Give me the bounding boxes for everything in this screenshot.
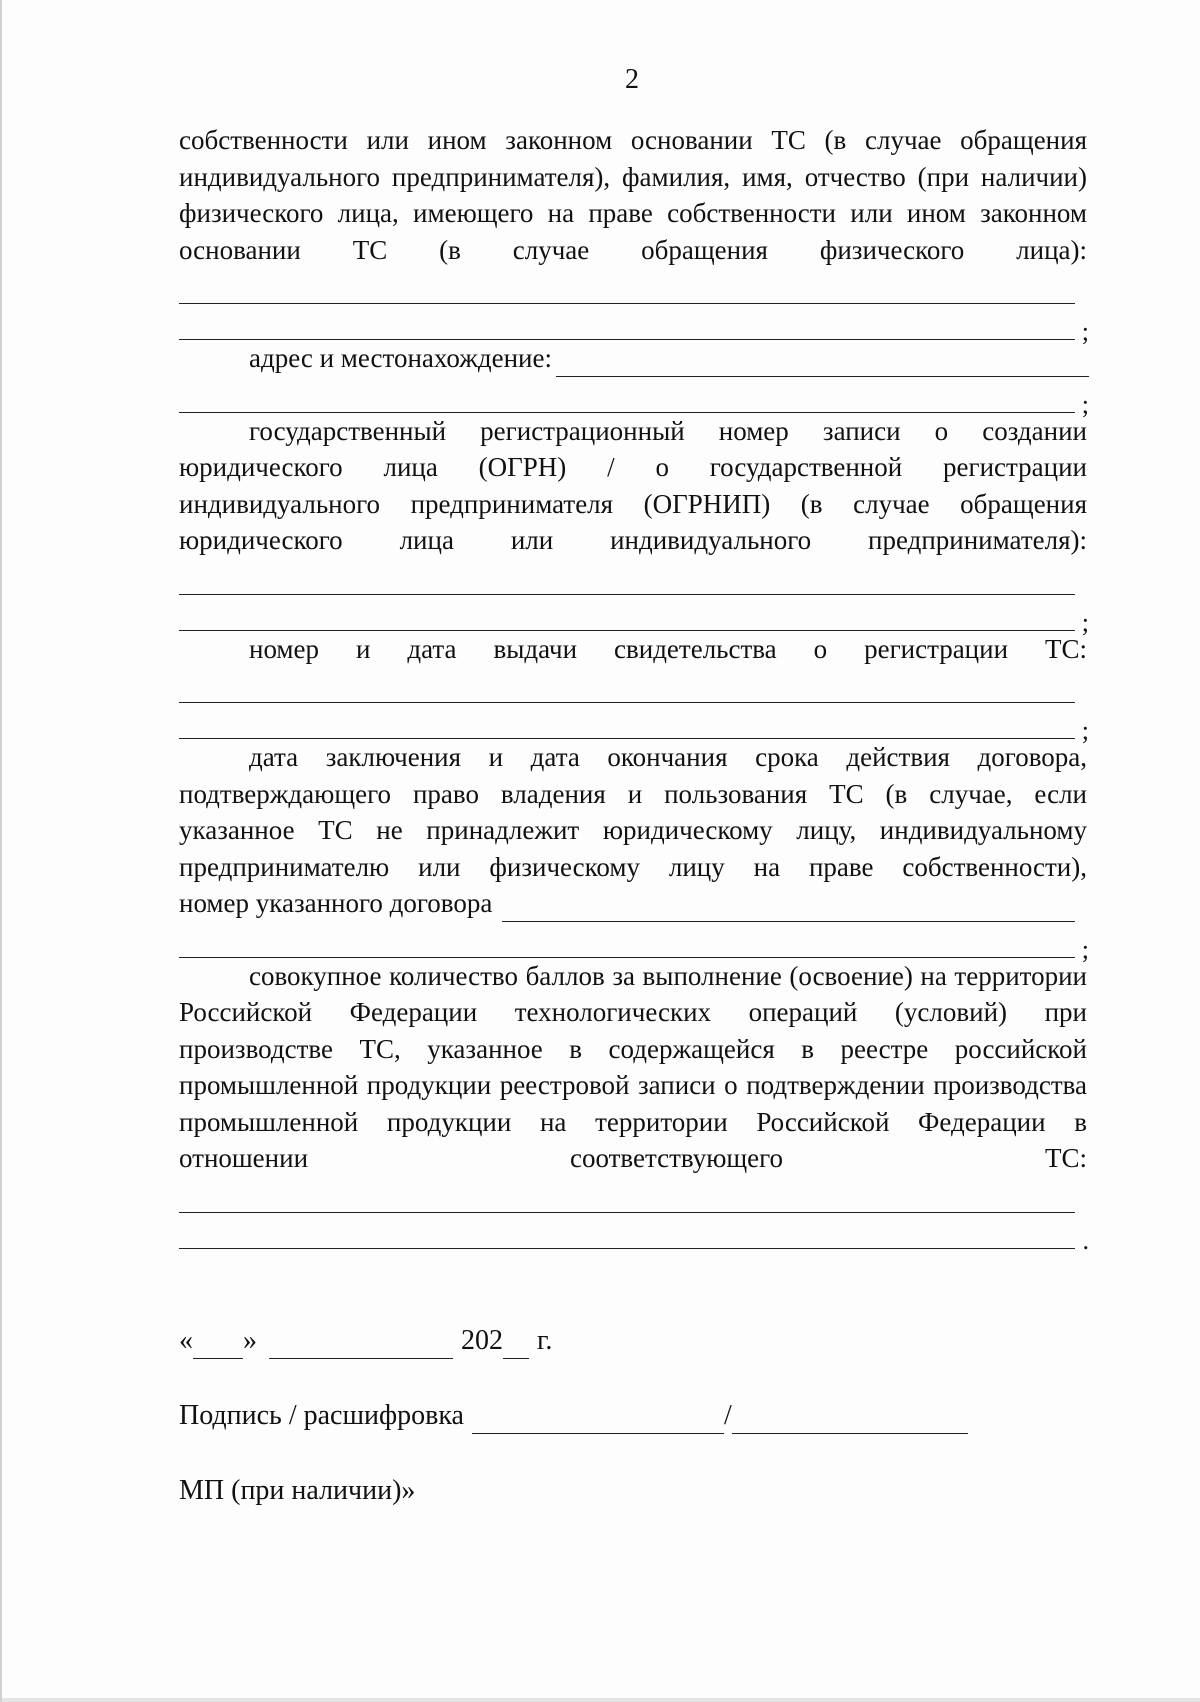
day-field[interactable]: [193, 1330, 243, 1359]
owner-field-line-1[interactable]: [179, 268, 1075, 304]
points-field-line-1[interactable]: [179, 1177, 1075, 1213]
points-end-mark: .: [1082, 1225, 1089, 1255]
owner-end-mark: ;: [1081, 317, 1089, 346]
points-paragraph: совокупное количество баллов за выполнение (освоение) на территории Российской Федерации технологических операций (условий) при производстве ТС, указанное в содержащейся в реестре российской промышленной продукции реестровой записи о подтверждении производства промышленной продукции на территории Российской Федерации в отношении соответствующего ТС:: [179, 960, 1087, 1173]
contract-number-field-line-1[interactable]: [502, 893, 1075, 922]
points-field-line-2[interactable]: [179, 1213, 1089, 1255]
contract-number-field-line-2[interactable]: [179, 922, 1089, 964]
page-edge: [2, 1698, 1200, 1702]
address-row: [249, 340, 1089, 377]
ogrn-end-mark: ;: [1081, 607, 1089, 637]
certificate-field-line-2[interactable]: [179, 703, 1089, 745]
stamp-note: МП (при наличии)»: [179, 1475, 416, 1506]
contract-paragraph: дата заключения и дата окончания срока действия договора, подтверждающего право владения и пользования ТС (в случае, если указанное ТС не принадлежит юридическому лицу, индивидуальному предпринимателю или физическому лицу на праве собственности),: [179, 742, 1087, 882]
date-open-quote: «: [179, 1325, 193, 1356]
year-field[interactable]: [503, 1330, 529, 1359]
date-close-quote: »: [243, 1325, 257, 1356]
address-field-line-2[interactable]: [179, 377, 1089, 419]
ogrn-field-line-1[interactable]: [179, 559, 1075, 595]
contract-number-row: [179, 885, 1075, 922]
form-body: [179, 122, 1089, 1255]
address-end-mark: ;: [1081, 389, 1089, 419]
signature-label: Подпись / расшифровка: [179, 1400, 464, 1431]
address-label: адрес и местонахождение:: [249, 343, 552, 373]
year-suffix: г.: [537, 1325, 553, 1356]
contract-number-label: номер указанного договора: [179, 888, 493, 918]
ogrn-field-line-2[interactable]: [179, 595, 1089, 637]
month-field[interactable]: [269, 1330, 453, 1359]
certificate-paragraph: номер и дата выдачи свидетельства о регистрации ТС:: [249, 633, 1087, 664]
ogrn-paragraph: государственный регистрационный номер записи о создании юридического лица (ОГРН) / о государственной регистрации индивидуального предпринимателя (ОГРНИП) (в случае обращения юридического лица или индивидуального предпринимателя):: [179, 415, 1087, 555]
signature-separator: /: [723, 1400, 732, 1431]
owner-paragraph: собственности или ином законном основании ТС (в случае обращения индивидуального предпринимателя), фамилия, имя, отчество (при наличии) физического лица, имеющего на праве собственности или ином законном основании ТС (в случае обращения физического лица):: [179, 125, 1087, 265]
year-prefix: 202: [461, 1325, 503, 1356]
contract-end-mark: ;: [1081, 934, 1089, 964]
certificate-field-line-1[interactable]: [179, 667, 1075, 703]
signature-field[interactable]: [472, 1405, 724, 1434]
date-line: [179, 1323, 552, 1359]
owner-field-line-2[interactable]: [179, 304, 1089, 346]
signature-decoding-field[interactable]: [732, 1405, 968, 1434]
page-number: 2: [625, 64, 639, 95]
address-field-line-1[interactable]: [556, 348, 1089, 377]
certificate-end-mark: ;: [1081, 716, 1089, 745]
signature-line: [179, 1398, 968, 1434]
